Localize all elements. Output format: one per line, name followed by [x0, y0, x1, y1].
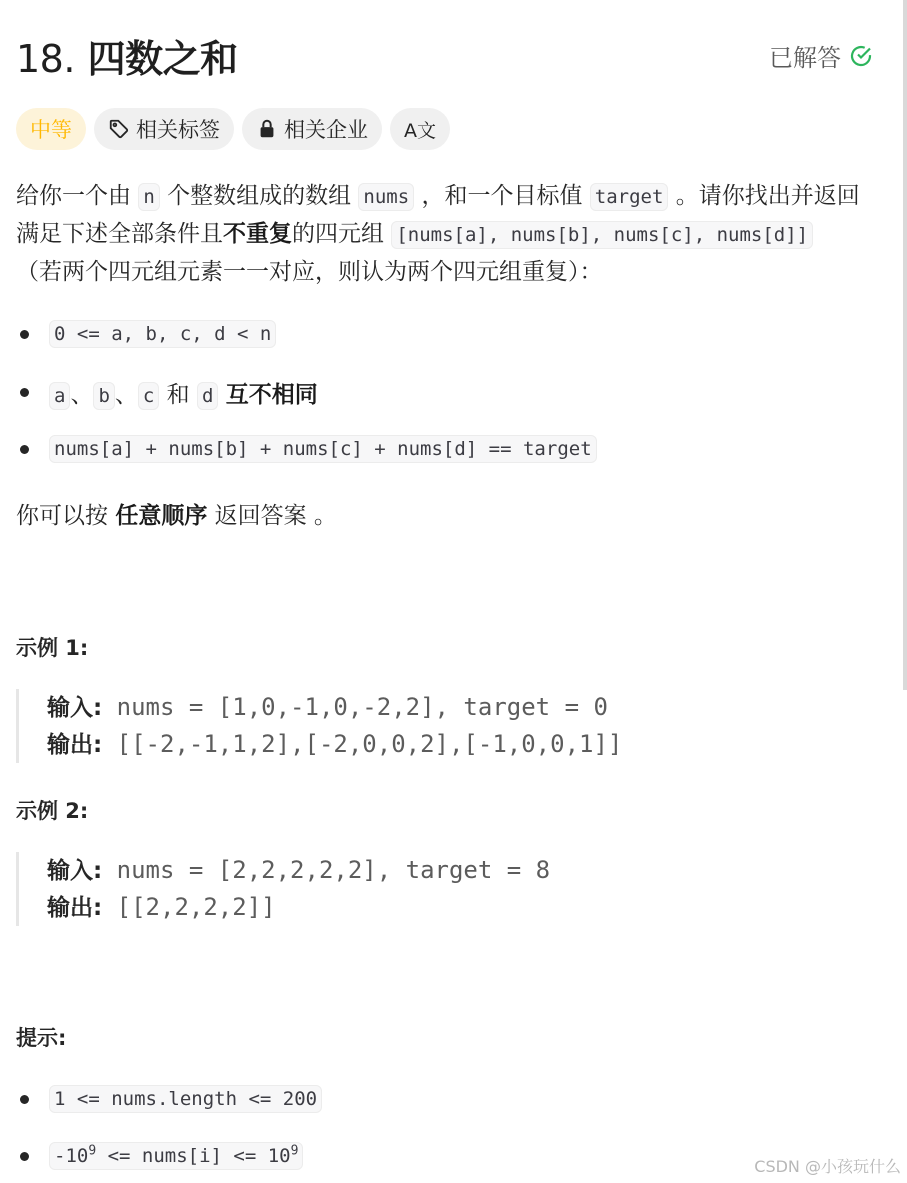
list-item — [16, 1085, 322, 1113]
example-2-block — [16, 852, 550, 926]
related-tags-button[interactable] — [94, 108, 234, 150]
output-label: 输出: — [47, 895, 103, 921]
inline-code-tuple: [nums[a], nums[b], nums[c], nums[d]] — [391, 221, 813, 249]
related-companies-label: 相关企业 — [284, 118, 368, 142]
hints-title: 提示: — [16, 1026, 67, 1050]
input-value: nums = [2,2,2,2,2], target = 8 — [102, 856, 551, 884]
solved-status — [769, 38, 873, 73]
condition-bold: 互不相同 — [225, 382, 318, 408]
bullet-dot — [20, 1152, 29, 1161]
translate-button[interactable] — [390, 108, 450, 150]
tag-bar — [16, 108, 450, 150]
scrollbar[interactable] — [903, 0, 907, 690]
watermark: CSDN @小孩玩什么 — [754, 1157, 901, 1176]
tag-icon — [108, 118, 130, 140]
problem-title — [16, 28, 238, 83]
hint-code — [49, 1142, 303, 1170]
problem-name: 四数之和 — [87, 37, 238, 81]
condition-code: nums[a] + nums[b] + nums[c] + nums[d] == target — [49, 435, 597, 463]
example-2-title: 示例 2: — [16, 799, 89, 823]
inline-code-a: a — [49, 382, 70, 410]
desc-text: 给你一个由 — [16, 183, 139, 209]
note-bold: 任意顺序 — [115, 503, 208, 529]
input-label: 输入: — [47, 858, 103, 884]
separator: 、 — [70, 382, 94, 408]
output-value: [[-2,-1,1,2],[-2,0,0,2],[-1,0,0,1]] — [102, 730, 623, 758]
input-label: 输入: — [47, 695, 103, 721]
desc-text: 。请你找出并返回满足下述全部条件且 — [16, 183, 860, 247]
bullet-dot — [20, 1095, 29, 1104]
list-item — [16, 320, 276, 348]
solved-label: 已解答 — [769, 44, 841, 72]
inline-code-b: b — [93, 382, 114, 410]
inline-code-c: c — [138, 382, 159, 410]
note-text: 你可以按 — [16, 503, 116, 529]
translate-icon: A文 — [404, 119, 436, 142]
example-output — [47, 726, 622, 763]
inline-code-d: d — [197, 382, 218, 410]
desc-text: 的四元组 — [292, 221, 392, 247]
hint-part: -10 — [54, 1145, 89, 1167]
hint-exponent: 9 — [88, 1143, 97, 1159]
problem-description — [16, 178, 866, 291]
related-tags-label: 相关标签 — [136, 118, 220, 142]
desc-text: （若两个四元组元素一一对应，则认为两个四元组重复）： — [16, 259, 603, 285]
order-note — [16, 498, 866, 535]
example-output — [47, 889, 550, 926]
problem-number: 18. — [16, 37, 75, 81]
note-text: 返回答案 。 — [207, 503, 337, 529]
example-input — [47, 689, 622, 726]
difficulty-tag[interactable] — [16, 108, 86, 150]
list-item — [16, 435, 597, 463]
hint-code: 1 <= nums.length <= 200 — [49, 1085, 322, 1113]
separator: 、 — [114, 382, 138, 408]
list-item — [16, 376, 318, 409]
lock-icon — [256, 118, 278, 140]
conjunction: 和 — [159, 382, 197, 408]
desc-text: 个整数组成的数组 — [159, 183, 359, 209]
output-value: [[2,2,2,2]] — [102, 893, 276, 921]
hint-exponent: 9 — [290, 1143, 299, 1159]
desc-bold: 不重复 — [223, 221, 292, 247]
bullet-dot — [20, 388, 29, 397]
example-1-title: 示例 1: — [16, 636, 89, 660]
bullet-dot — [20, 445, 29, 454]
example-input — [47, 852, 550, 889]
inline-code-nums: nums — [358, 183, 414, 211]
inline-code-n: n — [138, 183, 159, 211]
desc-text: ，和一个目标值 — [414, 183, 590, 209]
list-item — [16, 1142, 303, 1170]
condition-code: 0 <= a, b, c, d < n — [49, 320, 276, 348]
output-label: 输出: — [47, 732, 103, 758]
inline-code-target: target — [590, 183, 669, 211]
condition-text — [49, 376, 318, 409]
difficulty-label: 中等 — [30, 118, 72, 142]
hint-part: <= nums[i] <= 10 — [96, 1145, 291, 1167]
input-value: nums = [1,0,-1,0,-2,2], target = 0 — [102, 693, 608, 721]
related-companies-button[interactable] — [242, 108, 382, 150]
check-circle-icon — [849, 44, 873, 68]
example-1-block — [16, 689, 622, 763]
bullet-dot — [20, 330, 29, 339]
